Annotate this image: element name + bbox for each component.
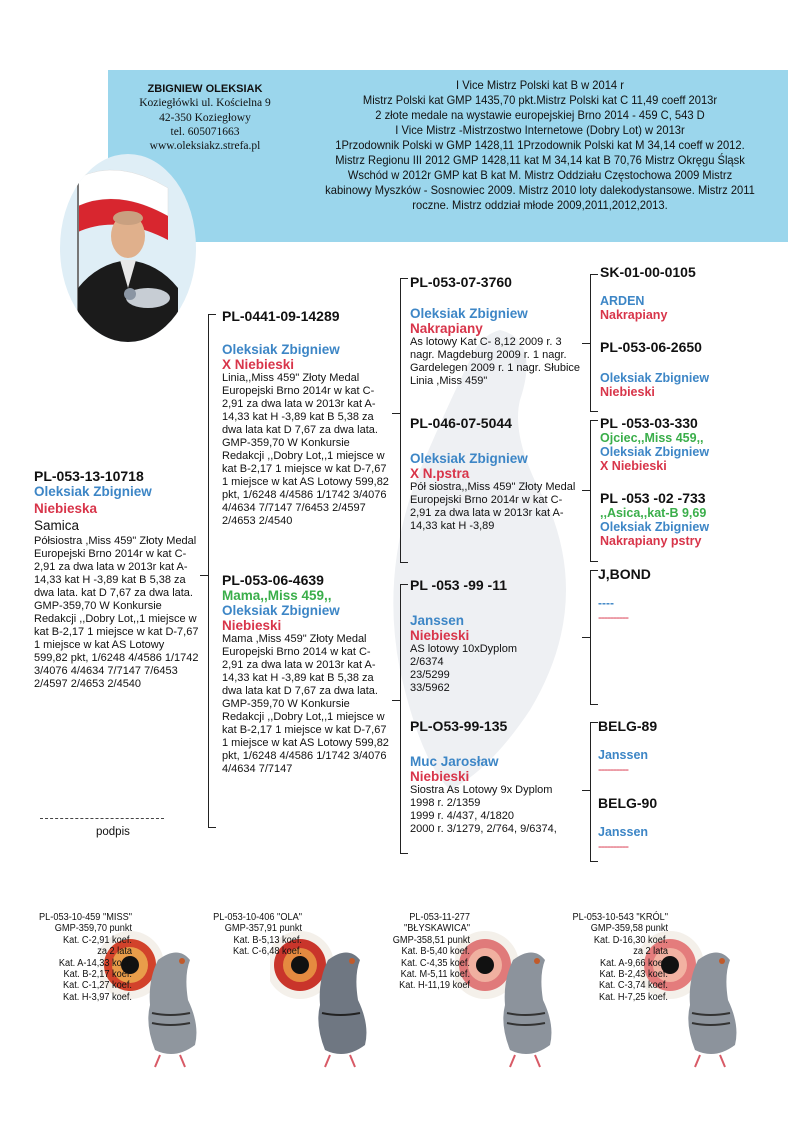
sss-name: ARDEN [600, 294, 645, 308]
ss-code: PL-053-07-3760 [410, 274, 512, 290]
owner-phone: tel. 605071663 [170, 125, 240, 138]
title-line: Wschód w 2012r GMP kat B kat M. Mistrz Oddziału Częstochowa 2009 Mistrz [347, 168, 733, 182]
title-line: Mistrz Regionu III 2012 GMP 1428,11 kat M 34,14 kat B 70,76 Mistrz Okręgu Śląsk [335, 153, 745, 167]
sd-dam [600, 490, 795, 548]
ddd-line: ---------- [598, 839, 628, 853]
sdd-name: ,,Asica,,kat-B 9,69 [600, 506, 707, 520]
dam-code: PL-053-06-4639 [222, 572, 324, 588]
bird-stat: Kat. B-5,13 koef. [233, 934, 302, 946]
bracket-line [400, 278, 401, 563]
bird-header-name: "BŁYSKAWICA" [403, 923, 470, 935]
dam-name: Mama,,Miss 459,, [222, 588, 332, 603]
bracket-line [400, 278, 408, 279]
bird-stat: Kat. A-9,66 koef. [599, 957, 668, 969]
dd-desc: Siostra As Lotowy 9x Dyplom 1998 r. 2/1359 1999 r. 4/437, 4/1820 2000 r. 3/1279, 2/764, 9/6374, [410, 784, 557, 835]
bird-card-blyskawica [378, 912, 470, 992]
owner-address1: Koziegłówki ul. Kościelna 9 [139, 97, 271, 110]
dss-line2: ---------- [598, 610, 628, 624]
dam-dam [410, 718, 585, 836]
dd-code: PL-O53-99-135 [410, 718, 508, 734]
bracket-line [208, 314, 216, 315]
ds-sire [598, 566, 793, 624]
sire-sire [410, 274, 580, 388]
owner-photo [58, 148, 198, 343]
dds-line: ---------- [598, 762, 628, 776]
sd-sire [600, 415, 795, 473]
sd-color: X N.pstra [410, 466, 470, 481]
bracket-line [590, 722, 591, 862]
bird-stat: Kat. M-5,11 koef. [400, 969, 470, 981]
sds-breeder: Oleksiak Zbigniew [600, 445, 710, 459]
bracket-line [400, 853, 408, 854]
subject-color: Niebieska [34, 501, 98, 516]
title-line: 2 złote medale na wystawie europejskiej Brno 2014 - 459 C, 543 D [375, 108, 705, 122]
bracket-line [400, 584, 401, 854]
bird-stat: Kat. H-7,25 koef. [598, 991, 668, 1003]
bird-stat: Kat. H-11,19 koef [399, 980, 470, 992]
bracket-line [590, 570, 598, 571]
dam-sire [410, 577, 580, 695]
bird-card-krol [569, 912, 668, 1003]
ss-color: Nakrapiany [410, 321, 483, 336]
sire [222, 308, 390, 528]
bracket-line [590, 411, 598, 412]
dss-line1: ---- [598, 596, 614, 610]
subject-desc: Półsiostra ,Miss 459" Złoty Medal Europejski Brno 2014r w kat C-2,91 za dwa lata w 2013r kat A-14,33 kat H -3,89 kat B 5,38 za dwa lata. kat D 7,67 za dwa lata. GMP-359,70 W Konkursie Redakcji ,,Dobry Lot,,1 miejsce w kat B-2,17 1 miejsce w kat D-7,67 1 miejsce w kat AS Lotowy 599,82 pkt, 1/6248 4/4586 1/1742 3/4076 4/4634 7/7147 7/6453 2/4597 2/4653 2/4540 [34, 535, 199, 690]
ds-desc: AS lotowy 10xDyplom 2/6374 23/5299 33/5962 [410, 643, 517, 694]
title-line: roczne. Mistrz oddział młode 2009,2011,2012,2013. [412, 198, 668, 212]
bird-header: PL-053-10-459 "MISS" [39, 912, 132, 923]
bracket-line [400, 562, 408, 563]
bird-stat: GMP-358,51 punkt [392, 934, 470, 946]
dss-code: J,BOND [598, 566, 651, 582]
ss-dam [600, 339, 795, 399]
owner-name: ZBIGNIEW OLEKSIAK [147, 83, 263, 95]
sd-code: PL-046-07-5044 [410, 415, 512, 431]
ssd-color: Niebieski [600, 385, 655, 399]
sds-code: PL -053-03-330 [600, 415, 698, 431]
ds-color: Niebieski [410, 628, 470, 643]
bracket-line [582, 343, 591, 344]
ddd-code: BELG-90 [598, 795, 658, 811]
ss-desc: As lotowy Kat C- 8,12 2009 r. 3 nagr. Magdeburg 2009 r. 1 nagr. Gardelegen 2009 r. 1 nagr. Słubice Linia ,Miss 459" [410, 336, 581, 387]
sdd-color: Nakrapiany pstry [600, 534, 702, 548]
bird-stat: Kat. B-2,17 koef. [63, 969, 132, 981]
owner-website[interactable]: www.oleksiakz.strefa.pl [149, 140, 261, 153]
sd-desc: Pół siostra,,Miss 459" Złoty Medal Europejski Brno 2014r w kat C-2,91 za dwa lata w 2013r kat A-14,33 kat H -3,89 [410, 481, 576, 532]
title-line: 1Przodownik Polski w GMP 1428,11 1Przodownik Polski kat M 34,14 coeff w 2012. [335, 138, 745, 152]
signature-label: podpis [96, 826, 130, 838]
sdd-code: PL -053 -02 -733 [600, 490, 706, 506]
bracket-line [200, 575, 209, 576]
ss-sire [600, 264, 795, 322]
dd-dam [598, 795, 793, 853]
bracket-line [582, 637, 591, 638]
bracket-line [590, 420, 598, 421]
sire-breeder: Oleksiak Zbigniew [222, 342, 340, 357]
title-line: I Vice Mistrz -Mistrzostwo Internetowe (Dobry Lot) w 2013r [395, 123, 685, 137]
subject-bird [34, 468, 200, 691]
bracket-line [582, 490, 591, 491]
dam-desc: Mama ,Miss 459" Złoty Medal Europejski Brno 2014 w kat C-2,91 za dwa lata w 2013r kat A- 14,33 kat H -3,89 kat B 5,38 za dwa lata kat D 7,67 za dwa lata. GMP-359,70 W Konkursie Redakcji ,,Dobry Lot,,1 miejsce w kat B-2,17 1 miejsce w kat D-7,67 1 miejsce w kat AS Lotowy 599,82 pkt, 1/6248 4/4586 1/1742 3/4076 4/4634 7/7147 [222, 633, 389, 775]
bird-stat: Kat. C-4,35 koef. [400, 957, 470, 969]
owner-block [120, 82, 290, 153]
title-line: I Vice Mistrz Polski kat B w 2014 r [456, 78, 624, 92]
bird-stat: Kat. C-2,91 koef. [62, 934, 132, 946]
ssd-code: PL-053-06-2650 [600, 339, 702, 355]
sdd-breeder: Oleksiak Zbigniew [600, 520, 710, 534]
sds-color: X Niebieski [600, 459, 667, 473]
bracket-line [590, 861, 598, 862]
ds-breeder: Janssen [410, 613, 465, 628]
bird-card-miss [29, 912, 132, 1003]
bracket-line [590, 722, 598, 723]
bracket-line [590, 274, 598, 275]
dd-breeder: Muc Jarosław [410, 754, 499, 769]
sire-color: X Niebieski [222, 357, 295, 372]
signature-line [40, 818, 164, 819]
bracket-line [590, 704, 598, 705]
ddd-breeder: Janssen [598, 825, 649, 839]
dam [222, 572, 390, 776]
ssd-breeder: Oleksiak Zbigniew [600, 371, 710, 385]
sd-breeder: Oleksiak Zbigniew [410, 451, 528, 466]
bracket-line [208, 827, 216, 828]
bracket-line [392, 413, 401, 414]
bird-stat: GMP-359,70 punkt [54, 923, 133, 935]
sire-desc: Linia,,Miss 459" Złoty Medal Europejski Brno 2014r w kat C-2,91 za dwa lata w 2013r kat A-14,33 kat H -3,89 kat B 5,38 za dwa lata kat D 7,67 za dwa lata. GMP-359,70 W Konkursie Redakcji ,,Dobry Lot,,1 miejsce w kat B-2,17 1 miejsce w kat D-7,67 1 miejsce w kat AS Lotowy 599,82 pkt, 1/6248 4/4586 1/1742 3/4076 4/4634 7/7147 7/6453 2/4597 2/4653 2/4540 [222, 372, 389, 527]
bird-header: PL-053-11-277 [409, 912, 470, 923]
bird-stat: GMP-357,91 punkt [224, 923, 302, 935]
achievements [317, 78, 763, 213]
bracket-line [590, 561, 598, 562]
bracket-line [400, 584, 408, 585]
title-line: kabinowy Myszków - Sosnowiec 2009. Mistrz 2010 loty dalekodystansowe. Mistrz 2011 [325, 183, 755, 197]
bracket-line [392, 700, 401, 701]
dds-breeder: Janssen [598, 748, 649, 762]
bird-stat: Kat. C-6,48 koef. [232, 946, 302, 958]
bird-stat: Kat. A-14,33 koef. [58, 957, 132, 969]
ds-code: PL -053 -99 -11 [410, 577, 508, 593]
bird-header: PL-053-10-406 "OLA" [213, 912, 302, 923]
bird-stat: Kat. B-5,40 koef. [401, 946, 470, 958]
subject-sex: Samica [34, 518, 80, 533]
dd-color: Niebieski [410, 769, 470, 784]
owner-address2: 42-350 Koziegłowy [159, 111, 251, 124]
ss-breeder: Oleksiak Zbigniew [410, 306, 528, 321]
bird-stat: Kat. H-3,97 koef. [62, 991, 132, 1003]
subject-breeder: Oleksiak Zbigniew [34, 484, 152, 499]
sss-color: Nakrapiany [600, 308, 668, 322]
bird-stat: Kat. B-2,43 koef. [599, 969, 668, 981]
sire-code: PL-0441-09-14289 [222, 308, 340, 324]
pigeon-eye-icon [455, 925, 565, 1070]
sire-dam [410, 415, 580, 533]
bird-stat: Kat. C-3,74 koef. [598, 980, 668, 992]
bird-stat: Kat. C-1,27 koef. [62, 980, 132, 992]
sss-code: SK-01-00-0105 [600, 264, 696, 280]
subject-code: PL-053-13-10718 [34, 468, 144, 484]
bird-card-ola [201, 912, 302, 958]
bird-stat: za 2 lata [633, 946, 668, 958]
sds-name: Ojciec,,Miss 459,, [600, 431, 704, 445]
bird-header: PL-053-10-543 "KRÓL" [572, 912, 668, 923]
dam-color: Niebieski [222, 618, 282, 633]
dam-breeder: Oleksiak Zbigniew [222, 603, 340, 618]
bird-stat: za 2 lata [97, 946, 132, 958]
title-line: Mistrz Polski kat GMP 1435,70 pkt.Mistrz Polski kat C 11,49 coeff 2013r [362, 93, 718, 107]
bird-stat: GMP-359,58 punkt [590, 923, 668, 935]
dds-code: BELG-89 [598, 718, 658, 734]
bird-stat: Kat. D-16,30 koef. [593, 934, 668, 946]
dd-sire [598, 718, 793, 776]
bracket-line [208, 314, 209, 828]
